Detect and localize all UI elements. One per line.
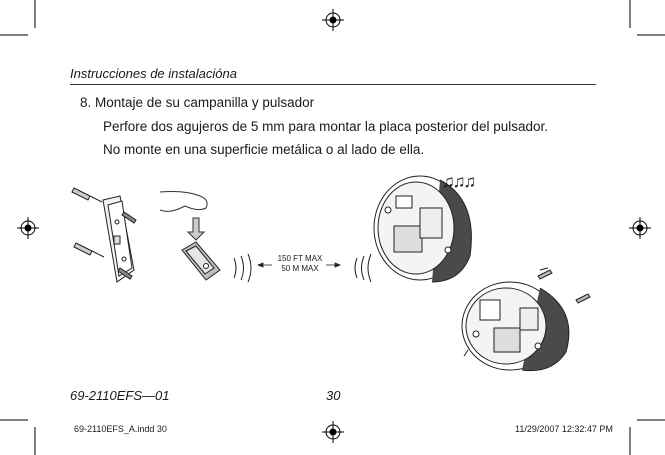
slug-filename: 69-2110EFS_A.indd 30 [74,424,167,434]
music-notes-icon: ♫♫♫ [442,172,475,191]
hand-pressing-illustration [160,192,207,241]
signal-waves-out [234,254,251,282]
chime-illustration-bottom [462,268,590,371]
registration-mark-top [322,9,344,31]
step-number: 8. [80,95,92,110]
slug-datetime: 11/29/2007 12:32:47 PM [515,424,613,434]
page-number: 30 [326,388,341,403]
distance-label [270,254,330,274]
doc-code: 69-2110EFS—01 [70,388,170,403]
push-button-illustration [182,242,220,280]
instruction-drill: Perfore dos agujeros de 5 mm para montar la placa posterior del pulsador. [103,119,548,134]
distance-feet: 150 FT MAX [277,254,323,263]
backplate-illustration [72,188,136,282]
header-rule [70,84,596,85]
registration-mark-left [17,217,39,239]
step-title: Montaje de su campanilla y pulsador [95,95,315,110]
registration-mark-bottom [322,421,344,443]
distance-meters: 50 M MAX [281,264,319,273]
instruction-metal: No monte en una superficie metálica o al lado de ella. [103,142,425,157]
registration-mark-right [629,217,651,239]
step-heading [80,95,314,110]
page-header: Instrucciones de instalacióna [70,66,237,81]
signal-waves-in [355,254,371,282]
